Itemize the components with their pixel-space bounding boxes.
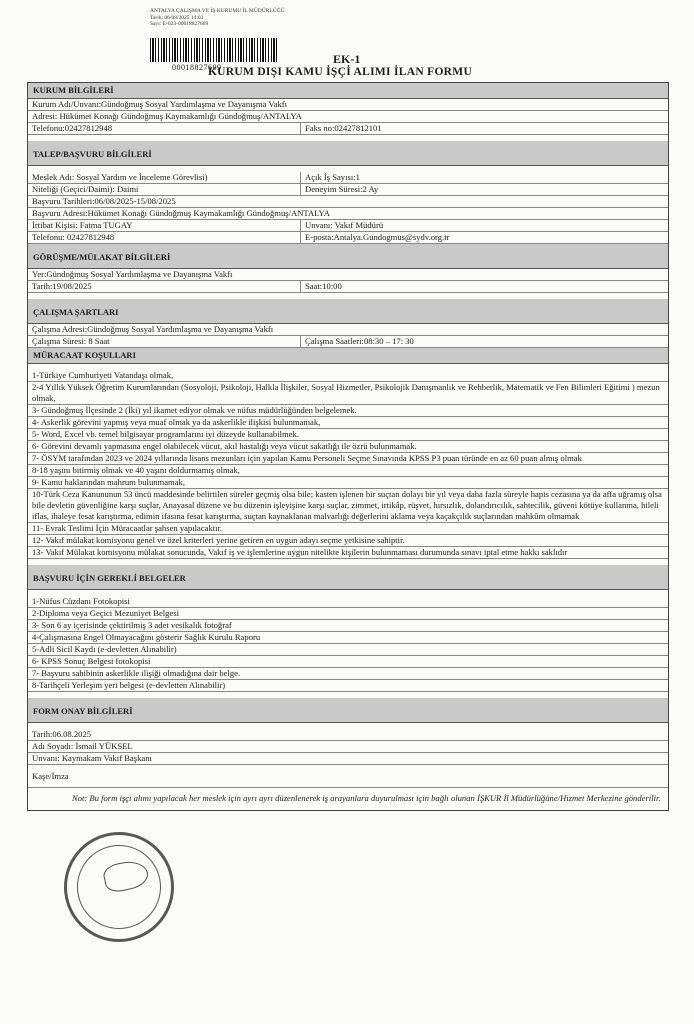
list-item: 7- Başvuru sahibinin askerlikle ilişiği olmadığına dair belge. [32, 668, 241, 678]
header-info [150, 8, 285, 28]
header-line: Tarih: 06/08/2025 14:03 [150, 14, 204, 21]
form-title: KURUM DIŞI KAMU İŞÇİ ALIMI İLAN FORMU [207, 66, 473, 78]
talep-adres: Başvuru Adresi:Hükümet Konağı Gündoğmuş Kaymakamlığı Gündoğmuş/ANTALYA [32, 208, 331, 218]
form-note: Not: Bu form işçi alımı yapılacak her meslek için ayrı ayrı düzenlenerek iş arayanlara duyurulması için bağlı olunan İŞKUR İl Müdürlüğüne/Hizmet Merkezine gönderilir. [72, 793, 661, 803]
talep-meslek: Meslek Adı: Sosyal Yardım ve İnceleme Görevlisi) [28, 172, 301, 183]
kurum-telefon: Telefonu:02427812948 [28, 123, 301, 134]
header-line: ANTALYA ÇALIŞMA VE İŞ KURUMU İL MÜDÜRLÜĞÜ [150, 8, 285, 14]
talep-telefon: Telefonu: 02427812948 [28, 232, 301, 243]
list-item: 8-18 yaşını bitirmiş olmak ve 40 yaşını doldurmamış olmak, [32, 465, 240, 475]
section-gorusme: GÖRÜŞME/MÜLAKAT BİLGİLERİ [28, 244, 668, 269]
talep-nitelik: Niteliği (Geçici/Daimi): Daimi [28, 184, 301, 195]
talep-acik-is: Açık İş Sayısı:1 [305, 172, 360, 182]
section-onay: FORM ONAY BİLGİLERİ [28, 698, 668, 723]
ilan-form [27, 82, 669, 811]
muracaat-list [28, 370, 668, 559]
list-item: 8-Tarihçeli Yerleşim yeri belgesi (e-devletten Alınabilir) [32, 680, 226, 690]
list-item: 1-Türkiye Cumhuriyeti Vatandaşı olmak, [32, 370, 174, 380]
kurum-adres: Adresi: Hükümet Konağı Gündoğmuş Kaymakamlığı Gündoğmuş/ANTALYA [32, 111, 302, 121]
list-item: 4-Çalışmasına Engel Olmayacağını gösterir Sağlık Kurulu Raporu [32, 632, 261, 642]
calisma-adres: Çalışma Adresi:Gündoğmuş Sosyal Yardımlaşma ve Dayanışma Vakfı [32, 324, 274, 334]
section-talep: TALEP/BAŞVURU BİLGİLERİ [28, 141, 668, 166]
list-item: 1-Nüfus Cüzdanı Fotokopisi [32, 596, 130, 606]
section-calisma: ÇALIŞMA ŞARTLARI [28, 299, 668, 324]
talep-unvan: Unvanı: Vakıf Müdürü [305, 220, 384, 230]
list-item: 2-Diploma veya Geçici Mezuniyet Belgesi [32, 608, 180, 618]
list-item: 3- Gündoğmuş İlçesinde 2 (İki) yıl ikamet ediyor olmak ve nüfus müdürlüğünden belgelemek. [32, 405, 357, 415]
header-line: Sayı: E-023-00018827609 [150, 21, 209, 27]
list-item: 13- Vakıf Mülakat komisyonu mülakat sonucunda, Vakıf iş ve işlemlerine uygun nitelikte kişilerin bulunmaması durumunda sınavı iptal etme hakkı saklıdır [32, 547, 568, 557]
list-item: 9- Kamu haklarından mahrum bulunmamak, [32, 477, 185, 487]
onay-ad-soyad: Adı Soyadı: İsmail YÜKSEL [32, 741, 133, 751]
list-item: 12- Vakıf mülakat komisyonu genel ve özel kriterleri yerine getiren en uygun adayı seçme yetkisine sahiptir. [32, 535, 405, 545]
list-item: 5-Adli Sicil Kaydı (e-devletten Alınabilir) [32, 644, 177, 654]
belgeler-list [28, 596, 668, 692]
talep-irtibat: İrtibat Kişisi: Fatma TUGAY [28, 220, 301, 231]
gorusme-yer: Yer:Gündoğmuş Sosyal Yardımlaşma ve Dayanışma Vakfı [32, 269, 233, 279]
list-item: 6- Görevini devamlı yapmasına engel olabilecek vücut, akıl hastalığı veya vücut sakatlığı ile özrü bulunmamak. [32, 441, 417, 451]
list-item: 6- KPSS Sonuç Belgesi fotokopisi [32, 656, 151, 666]
annex-label: EK-1 [333, 52, 361, 66]
barcode-number: 00018827609 [172, 63, 222, 72]
list-item: 3- Son 6 ay içerisinde çektirilmiş 3 adet vesikalık fotoğraf [32, 620, 232, 630]
talep-tarihler: Başvuru Tarihleri:06/08/2025-15/08/2025 [32, 196, 176, 206]
section-muracaat: MÜRACAAT KOŞULLARI [28, 348, 668, 364]
talep-deneyim: Deneyim Süresi:2 Ay [305, 184, 379, 194]
list-item: 11- Evrak Teslimi İçin Müracaatlar şahsen yapılacaktır. [32, 523, 223, 533]
list-item: 2-4 Yıllık Yüksek Öğretim Kurumlarından (Sosyoloji, Psikoloji, Halkla İlişkiler, Sosyal Hizmetler, Psikolojik Danışmanlık ve Rehberlik, Matematik ve Fen Bilimleri Eğitimi ) mezun olmak, [32, 382, 660, 403]
section-kurum: KURUM BİLGİLERİ [28, 83, 668, 99]
list-item: 4- Askerlik görevini yapmış veya muaf olmak ya da askerlikle ilişkisi bulunmamak, [32, 417, 321, 427]
kurum-faks: Faks no:02427812101 [305, 123, 382, 133]
calisma-sure: Çalışma Süresi: 8 Saat [28, 336, 301, 347]
barcode [150, 38, 278, 62]
section-belgeler: BAŞVURU İÇİN GEREKLİ BELGELER [28, 565, 668, 590]
calisma-saatler: Çalışma Saatleri:08:30 – 17: 30 [305, 336, 414, 346]
kurum-ad: Kurum Adı/Unvanı:Gündoğmuş Sosyal Yardımlaşma ve Dayanışma Vakfı [32, 99, 288, 109]
onay-kase: Kaşe/İmza [32, 771, 69, 781]
onay-tarih: Tarih:06.08.2025 [32, 729, 92, 739]
list-item: 10-Türk Ceza Kanununun 53 üncü maddesinde belirtilen süreler geçmiş olsa bile; kasten işlenen bir suçtan dolayı bir yıl veya daha fazla süreyle hapis cezasına ya da affa uğramış olsa bile devletin güvenliğine karşı suçlar, Anayasal düzene ve bu düzenin işleyişine karşı suçlar, zimmet, irtikâp, rüşvet, hırsızlık, dolandırıcılık, sahtecilik, güveni kötüye kullanma, hileli iflas, ihaleye fesat karıştırma, edimin ifasına fesat karıştırma, suçtan kaynaklanan malvarlığı değerlerini aklama veya kaçakçılık suçlarından mahkûm olmamak [32, 489, 662, 521]
gorusme-tarih: Tarih:19/08/2025 [28, 281, 301, 292]
list-item: 5- Word, Excel vb. temel bilgisayar programlarını iyi düzeyde kullanabilmek. [32, 429, 299, 439]
list-item: 7- ÖSYM tarafından 2023 ve 2024 yıllarında lisans mezunları için yapılan Kamu Personeli Seçme Sınavında KPSS P3 puan türünde en az 60 puan almış olmak [32, 453, 582, 463]
onay-unvan: Unvanı: Kaymakam Vakıf Başkanı [32, 753, 152, 763]
talep-eposta: E-posta:Antalya.Gundogmus@sydv.org.tr [305, 232, 450, 242]
gorusme-saat: Saat:10:00 [305, 281, 342, 291]
